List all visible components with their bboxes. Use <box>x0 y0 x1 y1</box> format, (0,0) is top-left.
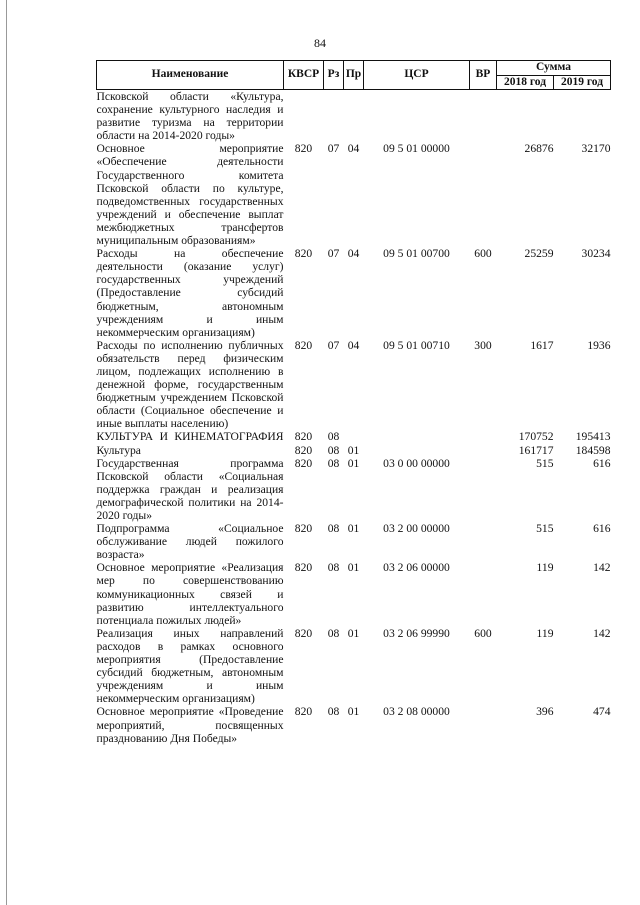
cell-vr <box>470 561 497 626</box>
cell-name: Расходы по исполнению публичных обязательств перед физическим лицом, подлежащих исполнению в денежной форме, государственным бюджетным учреждением Псковской области (Социальное обеспечение и иные выплаты населению) <box>96 338 284 431</box>
cell-csr <box>364 444 470 457</box>
column-header-vr: ВР <box>470 61 497 90</box>
cell-rz: 07 <box>327 247 340 261</box>
table-row <box>97 430 611 443</box>
cell-name: Основное мероприятие «Обеспечение деятельности Государственного комитета Псковской области по культуре, подведомственных государственных учреждений и обеспечение выплат межбюджетных трансфертов муниципальным образованиям» <box>96 142 284 248</box>
cell-vr <box>470 430 497 443</box>
cell-pr: 01 <box>347 456 360 470</box>
cell-2019: 1936 <box>587 338 611 352</box>
page-number: 84 <box>314 36 326 50</box>
cell-2019: 32170 <box>581 142 611 156</box>
cell-2019: 474 <box>593 705 611 719</box>
scan-edge-line <box>6 0 7 905</box>
cell-name: Основное мероприятие «Проведение мероприятий, посвященных празднованию Дня Победы» <box>96 705 284 745</box>
cell-csr: 09 5 01 00710 <box>383 338 450 352</box>
cell-vr: 600 <box>474 247 492 261</box>
table-row <box>97 339 611 431</box>
cell-csr: 03 2 08 00000 <box>383 705 450 719</box>
cell-pr <box>344 430 364 443</box>
cell-pr <box>344 90 364 143</box>
cell-vr: 300 <box>474 338 492 352</box>
cell-vr <box>470 705 497 744</box>
cell-csr <box>364 430 470 443</box>
cell-2019: 142 <box>593 561 611 575</box>
column-header-sum: Сумма <box>497 61 611 76</box>
cell-name: КУЛЬТУРА И КИНЕМАТОГРАФИЯ <box>96 430 284 444</box>
cell-2019: 30234 <box>581 247 611 261</box>
cell-name: Реализация иных направлений расходов в рамках основного мероприятия (Предоставление субсидий бюджетным, автономным учреждениям и иным некоммерческим организациям) <box>96 626 284 706</box>
cell-2018: 119 <box>536 561 554 575</box>
cell-vr <box>470 522 497 561</box>
table-row <box>97 444 611 457</box>
cell-2018: 25259 <box>524 247 554 261</box>
cell-csr <box>364 90 470 143</box>
cell-pr: 04 <box>347 338 360 352</box>
cell-2019 <box>554 90 611 143</box>
column-header-name: Наименование <box>97 61 284 90</box>
cell-name: Культура <box>96 443 141 457</box>
cell-2019: 184598 <box>575 443 611 457</box>
cell-csr: 03 2 06 00000 <box>383 561 450 575</box>
cell-2018: 515 <box>536 456 554 470</box>
table-body <box>97 90 611 745</box>
cell-pr: 04 <box>347 142 360 156</box>
cell-2018: 515 <box>536 522 554 536</box>
cell-2018: 396 <box>536 705 554 719</box>
cell-name: Основное мероприятие «Реализация мер по совершенствованию коммуникационных связей и развитию интеллектуального потенциала пожилых людей» <box>96 561 284 627</box>
cell-2018: 26876 <box>524 142 554 156</box>
cell-kvsr: 820 <box>294 522 313 536</box>
column-header-pr: Пр <box>344 61 364 90</box>
cell-2019: 616 <box>593 522 611 536</box>
cell-2018: 170752 <box>518 430 554 444</box>
budget-table <box>96 60 611 745</box>
table-row <box>97 561 611 626</box>
table-row <box>97 142 611 247</box>
cell-pr: 01 <box>347 561 360 575</box>
cell-kvsr: 820 <box>294 705 313 719</box>
cell-csr: 03 2 06 99990 <box>383 626 450 640</box>
cell-vr <box>470 90 497 143</box>
cell-2018 <box>497 90 554 143</box>
cell-rz: 08 <box>327 456 340 470</box>
cell-pr: 01 <box>347 705 360 719</box>
cell-csr: 03 0 00 00000 <box>383 456 450 470</box>
cell-kvsr: 820 <box>294 561 313 575</box>
cell-kvsr: 820 <box>294 142 313 156</box>
cell-rz <box>324 90 344 143</box>
column-header-2019: 2019 год <box>554 75 611 90</box>
column-header-2018: 2018 год <box>497 75 554 90</box>
table-row <box>97 90 611 143</box>
cell-name: Расходы на обеспечение деятельности (оказание услуг) государственных учреждений (Предоставление субсидий бюджетным, автономным учреждениям и иным некоммерческим организациям) <box>96 247 284 339</box>
table-row <box>97 522 611 561</box>
cell-kvsr <box>284 90 324 143</box>
table-row <box>97 247 611 339</box>
cell-vr <box>470 142 497 247</box>
cell-2018: 119 <box>536 626 554 640</box>
column-header-csr: ЦСР <box>364 61 470 90</box>
cell-rz: 08 <box>327 522 340 536</box>
cell-pr: 01 <box>347 522 360 536</box>
cell-2018: 161717 <box>518 443 554 457</box>
cell-csr: 09 5 01 00000 <box>383 142 450 156</box>
cell-vr: 600 <box>474 626 492 640</box>
cell-2019: 142 <box>593 626 611 640</box>
cell-rz: 08 <box>327 626 340 640</box>
cell-kvsr: 820 <box>294 430 313 444</box>
cell-rz: 08 <box>327 561 340 575</box>
column-header-kvsr: КВСР <box>284 61 324 90</box>
cell-pr: 01 <box>347 443 360 457</box>
cell-kvsr: 820 <box>294 626 313 640</box>
cell-rz: 08 <box>327 443 340 457</box>
cell-csr: 09 5 01 00700 <box>383 247 450 261</box>
cell-rz: 07 <box>327 142 340 156</box>
cell-rz: 07 <box>327 338 340 352</box>
cell-csr: 03 2 00 00000 <box>383 522 450 536</box>
table-row <box>97 705 611 744</box>
cell-2019: 616 <box>593 456 611 470</box>
cell-kvsr: 820 <box>294 456 313 470</box>
table-row <box>97 457 611 522</box>
cell-name: Государственная программа Псковской области «Социальная поддержка граждан и реализация демографической политики на 2014-2020 годы» <box>96 456 284 522</box>
cell-kvsr: 820 <box>294 247 313 261</box>
cell-pr: 04 <box>347 247 360 261</box>
table-row <box>97 627 611 706</box>
cell-kvsr: 820 <box>294 338 313 352</box>
cell-pr: 01 <box>347 626 360 640</box>
cell-vr <box>470 444 497 457</box>
cell-rz: 08 <box>327 705 340 719</box>
cell-vr <box>470 457 497 522</box>
cell-2019: 195413 <box>575 430 611 444</box>
cell-name: Подпрограмма «Социальное обслуживание людей пожилого возраста» <box>96 522 284 562</box>
cell-rz: 08 <box>327 430 340 444</box>
cell-name: Псковской области «Культура, сохранение культурного наследия и развитие туризма на территории области на 2014-2020 годы» <box>96 90 284 143</box>
cell-kvsr: 820 <box>294 443 313 457</box>
column-header-rz: Рз <box>324 61 344 90</box>
cell-2018: 1617 <box>530 338 554 352</box>
